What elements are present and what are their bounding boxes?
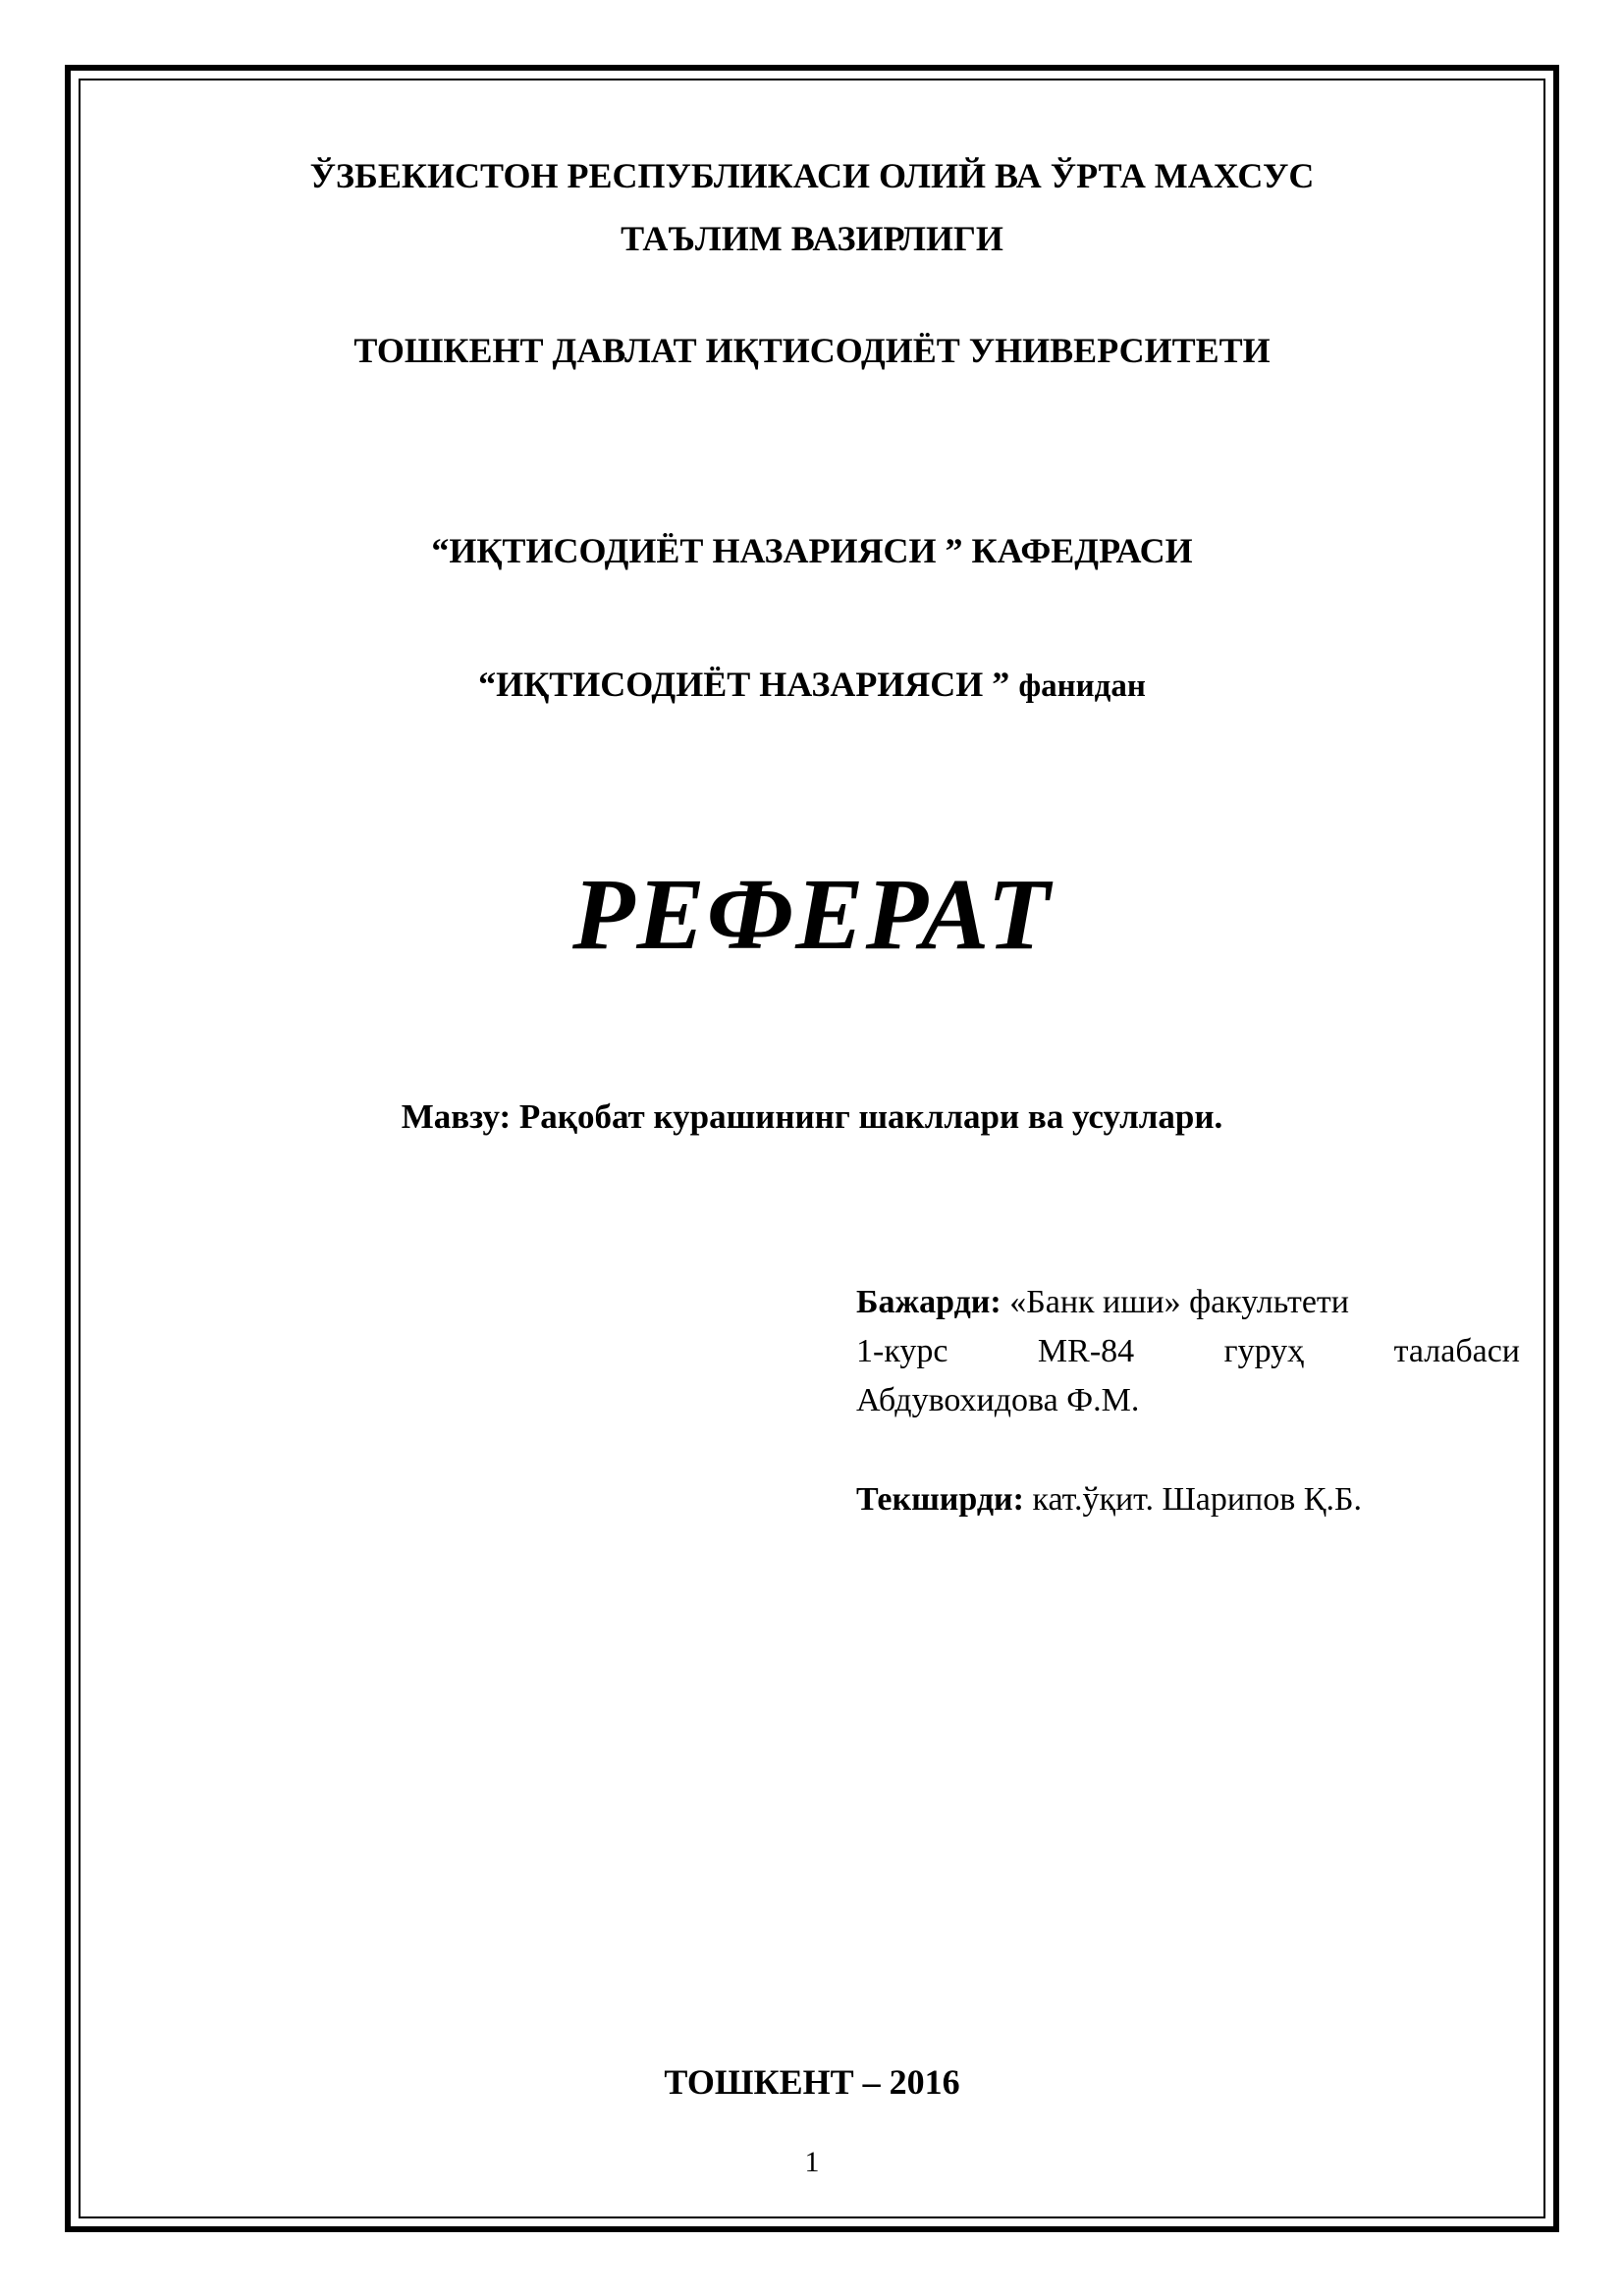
subject-line: [0, 664, 1624, 705]
checker-block: [856, 1475, 1520, 1524]
author-course-word: талабаси: [1393, 1333, 1520, 1369]
subject-suffix: фанидан: [1018, 668, 1146, 704]
checker-label: Текширди:: [856, 1481, 1024, 1518]
city-year: ТОШКЕНТ – 2016: [664, 2062, 960, 2102]
university-name: ТОШКЕНТ ДАВЛАТ ИҚТИСОДИЁТ УНИВЕРСИТЕТИ: [353, 331, 1271, 370]
author-course-word: гуруҳ: [1223, 1333, 1305, 1369]
ministry-line-1: ЎЗБЕКИСТОН РЕСПУБЛИКАСИ ОЛИЙ ВА ЎРТА МАХСУС: [309, 156, 1315, 195]
ministry-line-2: ТАЪЛИМ ВАЗИРЛИГИ: [621, 219, 1003, 258]
document-title: РЕФЕРАТ: [572, 858, 1052, 971]
author-label: Бажарди:: [856, 1284, 1001, 1320]
author-faculty: «Банк иши» факультети: [1009, 1284, 1349, 1320]
author-faculty-row: [856, 1278, 1520, 1327]
page-number: 1: [804, 2146, 820, 2178]
page-border-inner: [79, 79, 1545, 2218]
author-course-row: [856, 1327, 1520, 1376]
subject-name: “ИҚТИСОДИЁТ НАЗАРИЯСИ ”: [478, 665, 1010, 704]
author-course-word: MR-84: [1037, 1333, 1135, 1369]
author-course-word: 1-курс: [856, 1333, 948, 1369]
department-name: “ИҚТИСОДИЁТ НАЗАРИЯСИ ” КАФЕДРАСИ: [431, 531, 1193, 570]
author-name: Абдувохидова Ф.М.: [856, 1382, 1140, 1418]
author-block: [856, 1278, 1520, 1425]
topic-line: Мавзу: Рақобат курашининг шакллари ва усуллари.: [401, 1097, 1223, 1136]
checker-name: кат.ўқит. Шарипов Қ.Б.: [1032, 1481, 1363, 1518]
